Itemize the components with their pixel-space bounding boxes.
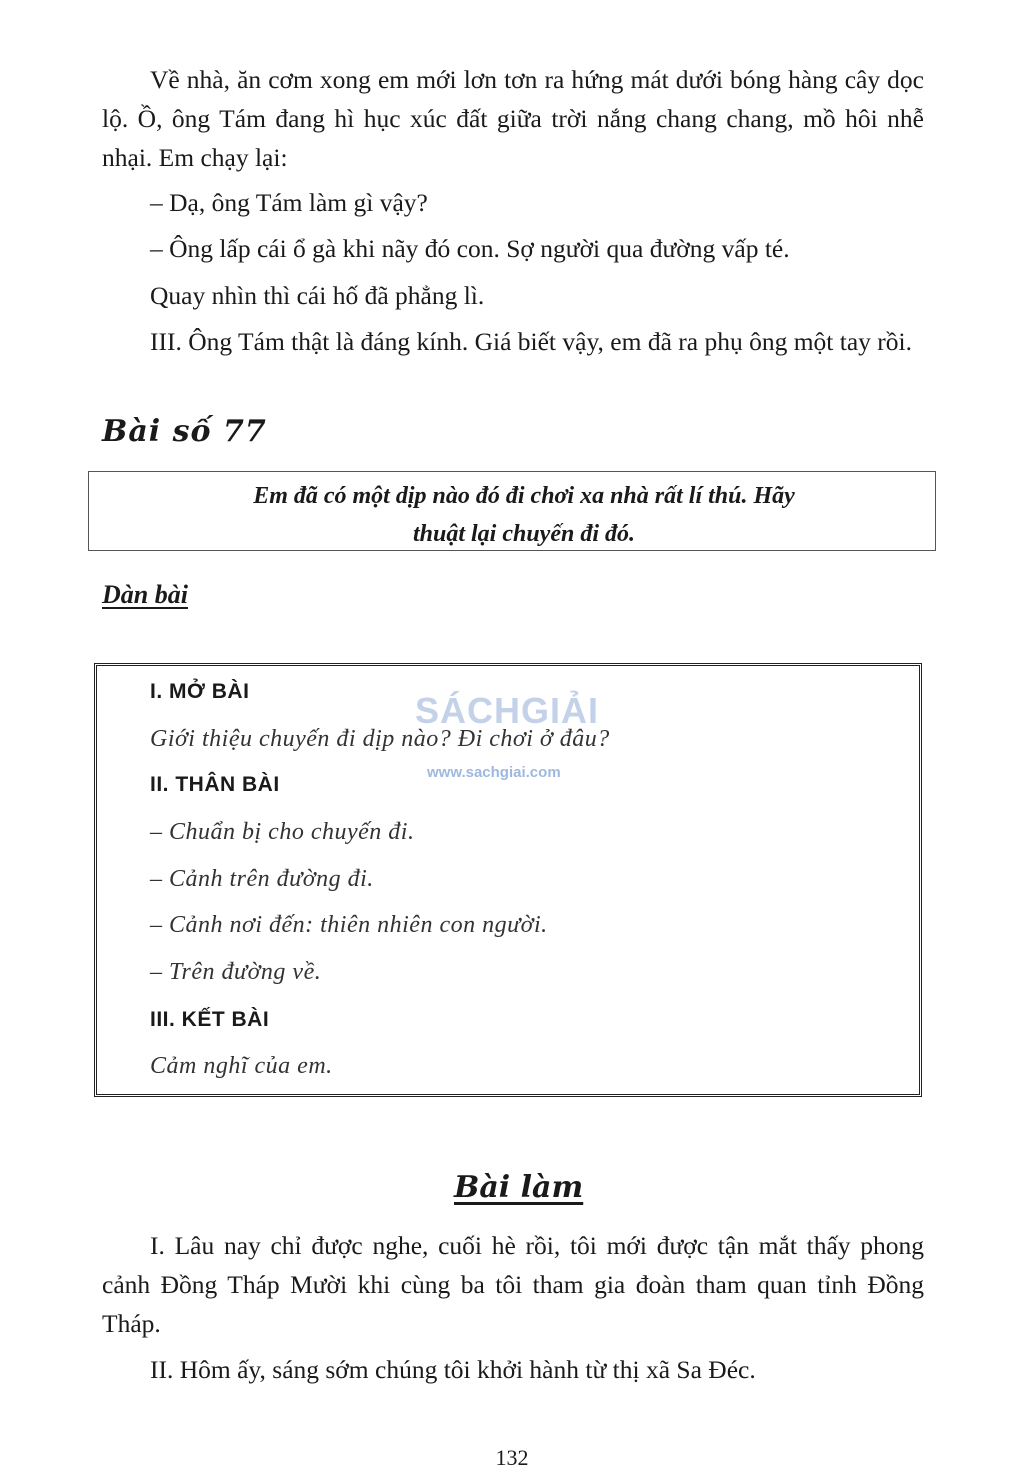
- quay-line: Quay nhìn thì cái hố đã phẳng lì.: [150, 281, 485, 310]
- prompt-line-1: Em đã có một dịp nào đó đi chơi xa nhà rất lí thú. Hãy: [253, 483, 795, 509]
- watermark-logo: SÁCHGIẢI: [415, 690, 600, 731]
- mo-bai-text: Giới thiệu chuyến đi dịp nào? Đi chơi ở đâu?: [150, 726, 610, 752]
- dialogue-line-2: – Ông lấp cái ổ gà khi nãy đó con. Sợ người qua đường vấp té.: [150, 234, 790, 263]
- than-bai-item: – Cảnh trên đường đi.: [150, 866, 374, 892]
- outline-label: Dàn bài: [102, 580, 188, 609]
- ket-bai-text: Cảm nghĩ của em.: [150, 1053, 333, 1079]
- ket-bai-heading: III. KẾT BÀI: [150, 1008, 270, 1031]
- than-bai-item: – Cảnh nơi đến: thiên nhiên con người.: [150, 912, 548, 938]
- dialogue-line-1: – Dạ, ông Tám làm gì vậy?: [150, 188, 428, 217]
- mo-bai-heading: I. MỞ BÀI: [150, 680, 250, 703]
- exercise-title: Bài số 77: [102, 414, 267, 449]
- than-bai-item: – Trên đường về.: [150, 959, 322, 985]
- than-bai-heading: II. THÂN BÀI: [150, 773, 280, 796]
- essay-paragraph-1: I. Lâu nay chỉ được nghe, cuối hè rồi, tôi mới được tận mắt thấy phong cảnh Đồng Tháp Mười khi cùng ba tôi tham gia đoàn tham quan tỉnh Đồng Tháp.: [102, 1231, 924, 1338]
- watermark-url: www.sachgiai.com: [427, 764, 561, 781]
- top-paragraph: Về nhà, ăn cơm xong em mới lơn tơn ra hứng mát dưới bóng hàng cây dọc lộ. Ồ, ông Tám đang hì hục xúc đất giữa trời nắng chang chang, mồ hôi nhễ nhại. Em chạy lại:: [102, 65, 924, 172]
- than-bai-item: – Chuẩn bị cho chuyến đi.: [150, 819, 415, 845]
- prompt-line-2: thuật lại chuyến đi đó.: [412, 521, 636, 547]
- conclusion-paragraph: III. Ông Tám thật là đáng kính. Giá biết vậy, em đã ra phụ ông một tay rồi.: [150, 327, 912, 356]
- prompt-text: [140, 477, 908, 553]
- essay-paragraph-2: II. Hôm ấy, sáng sớm chúng tôi khởi hành từ thị xã Sa Đéc.: [150, 1355, 756, 1384]
- page-number: 132: [495, 1445, 529, 1470]
- essay-heading: Bài làm: [454, 1170, 584, 1205]
